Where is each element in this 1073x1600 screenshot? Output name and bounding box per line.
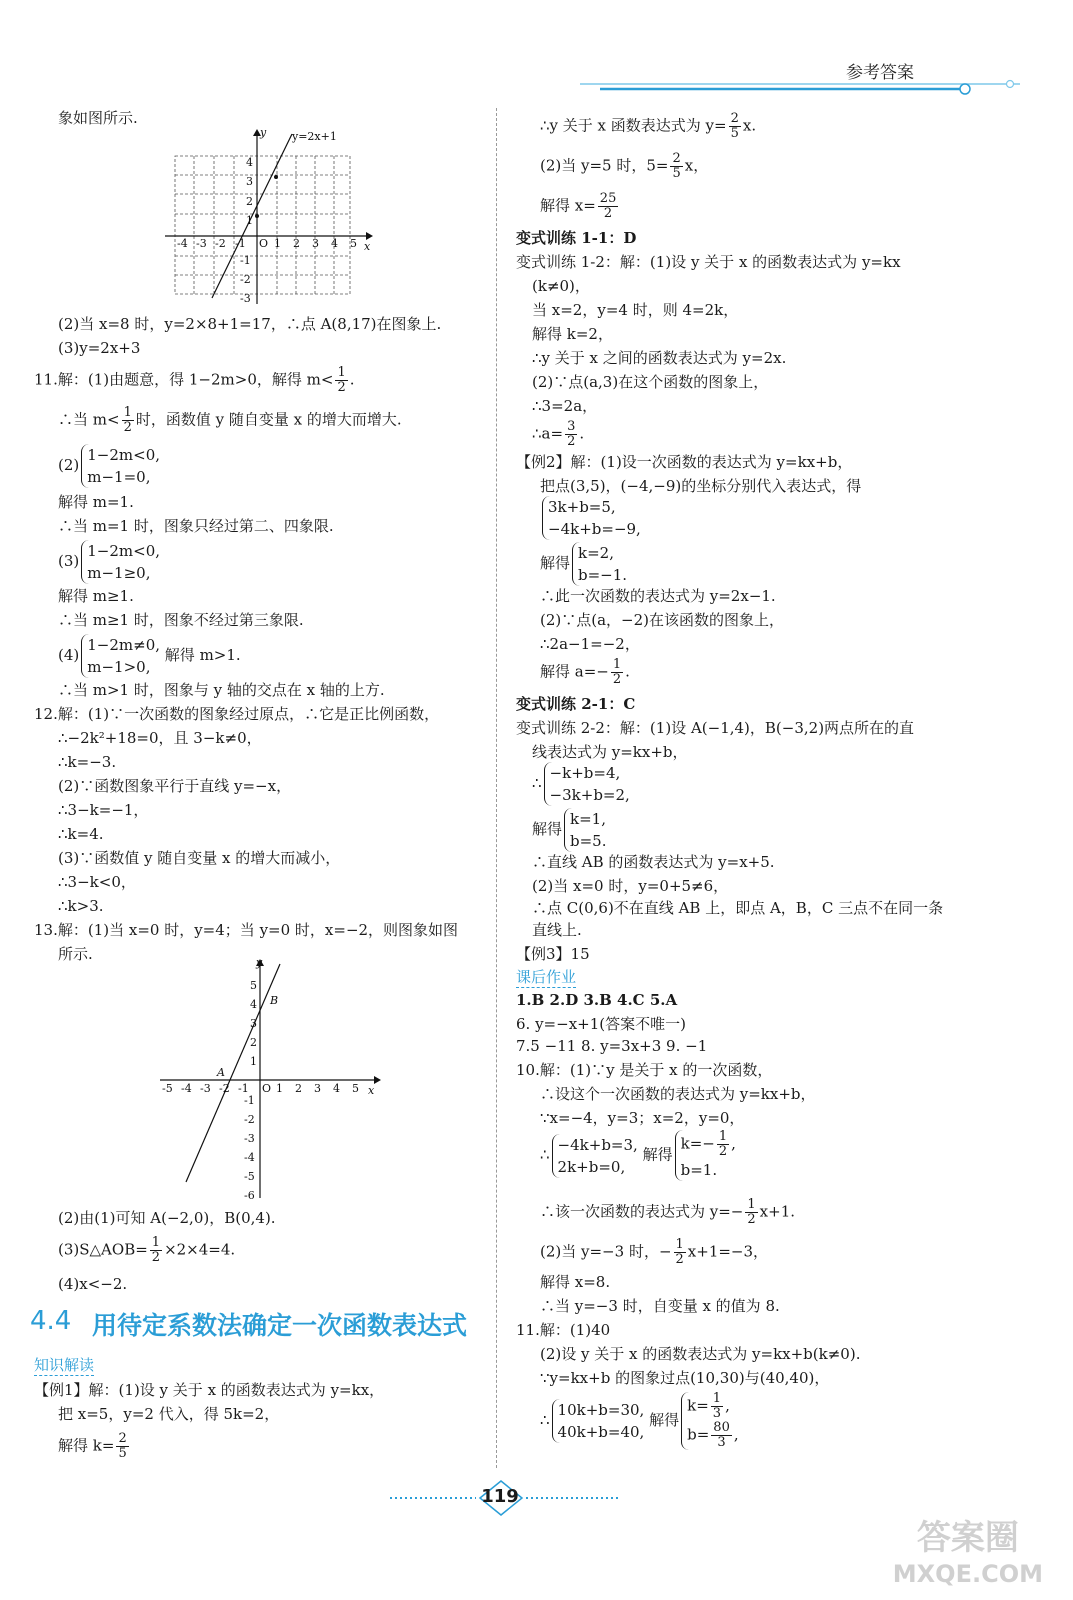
svg-text:3: 3 <box>246 175 253 188</box>
svg-text:-4: -4 <box>181 1082 192 1095</box>
q11-line: ∴当 m≥1 时，图象不经过第三象限. <box>58 611 304 629</box>
q13-line: (2)由(1)可知 A(−2,0)，B(0,4). <box>58 1209 276 1227</box>
q13-line: 13.解：(1)当 x=0 时，y=4；当 y=0 时，x=−2，则图象如图 <box>34 921 459 939</box>
svg-text:3: 3 <box>314 1082 321 1095</box>
svg-text:1: 1 <box>250 1055 257 1068</box>
variant-1-1: 变式训练 1-1：D <box>516 229 637 247</box>
svg-text:-5: -5 <box>162 1082 173 1095</box>
q13-line: 所示. <box>58 945 93 963</box>
svg-text:4: 4 <box>333 1082 340 1095</box>
svg-text:y=2x+1: y=2x+1 <box>292 130 337 143</box>
variant-2-2: 线表达式为 y=kx+b， <box>532 743 688 761</box>
homework-answers: 6. y=−x+1(答案不唯一) <box>516 1015 686 1033</box>
example2-line: (2)∵点(a，−2)在该函数的图象上， <box>540 611 785 629</box>
svg-text:-2: -2 <box>244 1113 255 1126</box>
variant-1-2: 解得 k=2， <box>532 325 613 343</box>
example1-line: 【例1】解：(1)设 y 关于 x 的函数表达式为 y=kx， <box>34 1381 385 1399</box>
q12-line: 12.解：(1)∵一次函数的图象经过原点，∴它是正比例函数， <box>34 705 440 723</box>
example2-line: ∴此一次函数的表达式为 y=2x−1. <box>540 587 776 605</box>
q11-line: 11.解：(1)由题意，得 1−2m>0，解得 m< $\frac{1}{2}$ . <box>34 365 355 395</box>
svg-text:3: 3 <box>250 1017 257 1030</box>
answer-line: (2)当 x=8 时，y=2×8+1=17，∴点 A(8,17)在图象上. <box>58 315 442 333</box>
variant-2-1: 变式训练 2-1：C <box>516 695 636 713</box>
svg-text:B: B <box>270 994 279 1007</box>
svg-text:-4: -4 <box>244 1151 255 1164</box>
variant-2-2: 直线上. <box>532 921 582 939</box>
svg-text:4: 4 <box>246 156 253 169</box>
variant-2-2: ∴点 C(0,6)不在直线 AB 上，即点 A，B，C 三点不在同一条 <box>532 899 944 917</box>
svg-text:x: x <box>368 1084 375 1097</box>
variant-1-2: (2)∵点(a,3)在这个函数的图象上， <box>532 373 769 391</box>
q13-line: (4)x<−2. <box>58 1275 128 1293</box>
svg-text:O: O <box>259 237 269 250</box>
variant-1-2: ∴y 关于 x 之间的函数表达式为 y=2x. <box>532 349 787 367</box>
q12-line: ∴k=−3. <box>58 753 117 771</box>
svg-text:2: 2 <box>295 1082 302 1095</box>
svg-text:y: y <box>260 126 267 139</box>
q12-line: (3)∵函数值 y 随自变量 x 的增大而减小， <box>58 849 341 867</box>
q13-line: (3)S△AOB= $\frac{1}{2}$ ×2×4=4. <box>58 1235 236 1265</box>
svg-text:5: 5 <box>350 237 357 250</box>
column-divider <box>496 108 497 1468</box>
homework-answers: 1.B 2.D 3.B 4.C 5.A <box>516 991 678 1009</box>
svg-text:2: 2 <box>246 195 253 208</box>
svg-text:-4: -4 <box>177 237 188 250</box>
header-decoration <box>560 78 1030 102</box>
variant-1-2: ∴3=2a， <box>532 397 598 415</box>
svg-text:-2: -2 <box>219 1082 230 1095</box>
svg-text:x: x <box>364 240 371 253</box>
svg-text:-3: -3 <box>244 1132 255 1145</box>
svg-text:1: 1 <box>246 214 253 227</box>
example2-line: 【例2】解：(1)设一次函数的表达式为 y=kx+b， <box>516 453 853 471</box>
hw10-line: ∵x=−4，y=3；x=2，y=0， <box>540 1109 745 1127</box>
variant-1-2: ∴a= $\frac{3}{2}$ . <box>532 419 585 449</box>
svg-text:4: 4 <box>331 237 338 250</box>
svg-text:-5: -5 <box>244 1170 255 1183</box>
hw10-line: ∴设这个一次函数的表达式为 y=kx+b， <box>540 1085 816 1103</box>
answer-line: (3)y=2x+3 <box>58 339 141 357</box>
example2-line: 把点(3,5)，(−4,−9)的坐标分别代入表达式，得 <box>540 477 862 495</box>
example3-line: 【例3】15 <box>516 945 590 963</box>
svg-text:-1: -1 <box>244 1094 255 1107</box>
page-number: 119 <box>481 1486 519 1507</box>
svg-text:3: 3 <box>312 237 319 250</box>
variant-1-2: (k≠0)， <box>532 277 590 295</box>
svg-text:-3: -3 <box>196 237 207 250</box>
example1-line: 把 x=5，y=2 代入，得 5k=2， <box>58 1405 280 1423</box>
variant-2-2: ∴直线 AB 的函数表达式为 y=x+5. <box>532 853 775 871</box>
variant-2-2-system: ∴ −k+b=4, −3k+b=2, <box>532 764 630 804</box>
svg-text:A: A <box>217 1066 225 1079</box>
q11-line: 解得 m=1. <box>58 493 134 511</box>
answer-line: 象如图所示. <box>58 109 138 127</box>
answer-line: ∴y 关于 x 函数表达式为 y= $\frac{2}{5}$ x. <box>540 111 757 141</box>
q11-line: ∴当 m=1 时，图象只经过第二、四象限. <box>58 517 334 535</box>
section-number: 4.4 <box>30 1306 72 1336</box>
section-title: 用待定系数法确定一次函数表达式 <box>92 1311 468 1340</box>
hw10-line: 10.解：(1)∵y 是关于 x 的一次函数， <box>516 1061 773 1079</box>
hw11-line: ∵y=kx+b 的图象过点(10,30)与(40,40)， <box>540 1369 830 1387</box>
q12-line: ∴3−k<0， <box>58 873 136 891</box>
hw11-line: 11.解：(1)40 <box>516 1321 611 1339</box>
header-label: 参考答案 <box>846 63 914 83</box>
svg-text:-2: -2 <box>215 237 226 250</box>
variant-2-2: (2)当 x=0 时，y=0+5≠6， <box>532 877 729 895</box>
example2-system: 3k+b=5, −4k+b=−9, <box>540 496 641 540</box>
hw10-line: 解得 x=8. <box>540 1273 611 1291</box>
q11-system: (3) 1−2m<0, m−1≥0, <box>58 542 161 582</box>
watermark: 答案圈 MXQE.COM <box>892 1518 1043 1588</box>
svg-text:1: 1 <box>276 1082 283 1095</box>
svg-text:-2: -2 <box>240 273 251 286</box>
hw11-line: (2)设 y 关于 x 的函数表达式为 y=kx+b(k≠0). <box>540 1345 861 1363</box>
svg-text:4: 4 <box>250 998 257 1011</box>
example2-line: ∴2a−1=−2， <box>540 635 640 653</box>
line-ab <box>186 964 280 1182</box>
answer-line: (2)当 y=5 时，5= $\frac{2}{5}$ x， <box>540 151 709 181</box>
homework-answers: 7.5 −11 8. y=3x+3 9. −1 <box>516 1037 708 1055</box>
sub-title-knowledge: 知识解读 <box>34 1356 95 1374</box>
graph-q13 <box>156 956 386 1202</box>
q12-line: ∴−2k²+18=0，且 3−k≠0， <box>58 729 262 747</box>
svg-text:5: 5 <box>352 1082 359 1095</box>
example2-system: 解得 k=2, b=−1. <box>540 544 628 584</box>
hw10-line: (2)当 y=−3 时，− $\frac{1}{2}$ x+1=−3， <box>540 1237 769 1267</box>
svg-text:5: 5 <box>250 979 257 992</box>
q12-line: ∴3−k=−1， <box>58 801 149 819</box>
variant-2-2: 变式训练 2-2：解：(1)设 A(−1,4)，B(−3,2)两点所在的直 <box>516 719 915 737</box>
svg-text:2: 2 <box>293 237 300 250</box>
q11-line: ∴当 m< $\frac{1}{2}$ 时，函数值 y 随自变量 x 的增大而增大. <box>58 405 402 435</box>
example2-line: 解得 a=− $\frac{1}{2}$ . <box>540 657 630 687</box>
hw11-system: ∴ 10k+b=30, 40k+b=40, 解得 k= $\frac{1}{3}$ , b= $\frac{80}{3}$ , <box>540 1391 739 1450</box>
q11-line: ∴当 m>1 时，图象与 y 轴的交点在 x 轴的上方. <box>58 681 385 699</box>
q11-system: (2) 1−2m<0, m−1=0, <box>58 446 161 486</box>
hw10-system: ∴ −4k+b=3, 2k+b=0, 解得 k=− $\frac{1}{2}$ , b=1. <box>540 1129 736 1179</box>
example1-line: 解得 k= $\frac{2}{5}$ <box>58 1431 127 1461</box>
svg-text:-1: -1 <box>240 254 251 267</box>
svg-text:O: O <box>262 1082 272 1095</box>
q12-line: (2)∵函数图象平行于直线 y=−x， <box>58 777 292 795</box>
svg-text:-1: -1 <box>238 1082 249 1095</box>
variant-1-2: 当 x=2，y=4 时，则 4=2k， <box>532 301 739 319</box>
svg-text:-3: -3 <box>200 1082 211 1095</box>
q12-line: ∴k>3. <box>58 897 104 915</box>
graph-y-2x-plus-1 <box>160 126 380 308</box>
hw10-line: ∴当 y=−3 时，自变量 x 的值为 8. <box>540 1297 780 1315</box>
q12-line: ∴k=4. <box>58 825 104 843</box>
answer-line: 解得 x= $\frac{25}{2}$ <box>540 191 617 221</box>
svg-text:2: 2 <box>250 1036 257 1049</box>
q11-system: (4) 1−2m≠0, m−1>0, 解得 m>1. <box>58 636 241 676</box>
svg-text:-3: -3 <box>240 292 251 305</box>
svg-text:y: y <box>256 956 263 969</box>
svg-text:-6: -6 <box>244 1189 255 1202</box>
svg-text:1: 1 <box>274 237 281 250</box>
sub-title-homework: 课后作业 <box>516 968 577 986</box>
variant-1-2: 变式训练 1-2：解：(1)设 y 关于 x 的函数表达式为 y=kx <box>516 253 901 271</box>
variant-2-2-system: 解得 k=1, b=5. <box>532 810 607 850</box>
hw10-line: ∴该一次函数的表达式为 y=− $\frac{1}{2}$ x+1. <box>540 1197 796 1227</box>
svg-text:-1: -1 <box>235 237 246 250</box>
q11-line: 解得 m≥1. <box>58 587 134 605</box>
